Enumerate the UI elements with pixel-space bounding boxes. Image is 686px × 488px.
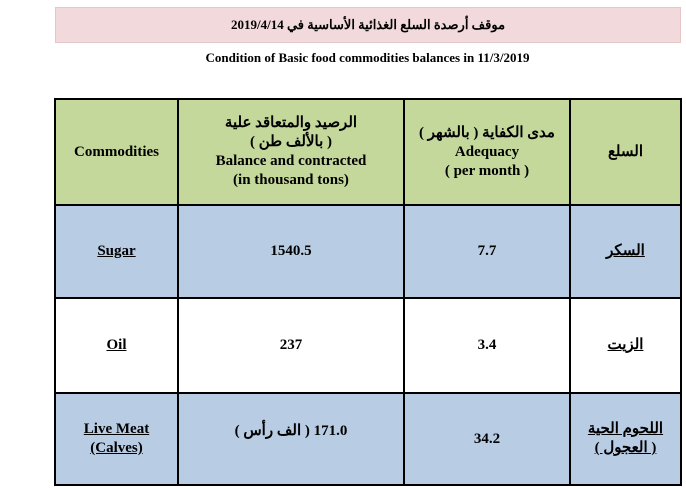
oil-label: Oil	[106, 337, 127, 353]
sugar-label: Sugar	[97, 243, 136, 259]
sugar-label-ar: السكر	[606, 243, 645, 259]
row-balance: 171.0 ( الف رأس )	[178, 393, 404, 485]
row-name-en	[55, 393, 178, 485]
page-banner	[55, 7, 681, 43]
commodities-table	[54, 98, 682, 486]
page-subtitle: Condition of Basic food commodities balances in 11/3/2019	[205, 50, 530, 65]
header-balance-en: Balance and contracted	[215, 153, 367, 169]
row-adequacy: 7.7	[404, 205, 570, 298]
row-adequacy: 3.4	[404, 298, 570, 393]
row-adequacy: 34.2	[404, 393, 570, 485]
row-name-en	[55, 205, 178, 298]
row-balance: 237	[178, 298, 404, 393]
header-balance-ar-unit: ( بالألف طن )	[250, 134, 332, 150]
banner-title: موقف أرصدة السلع الغذائية الأساسية في 2019/4/14	[230, 17, 506, 32]
header-adequacy-en: Adequacy	[454, 143, 520, 160]
table-row	[55, 298, 681, 393]
table-row	[55, 393, 681, 485]
header-adequacy-unit: ( per month )	[444, 162, 530, 179]
live-meat-label: Live Meat	[83, 421, 150, 437]
table-row	[55, 205, 681, 298]
calves-label: (Calves)	[90, 440, 143, 456]
header-balance	[178, 99, 404, 205]
table-header-row	[55, 99, 681, 205]
calves-label-ar: ( العجول )	[594, 440, 657, 456]
row-name-ar	[570, 298, 681, 393]
row-name-en	[55, 298, 178, 393]
live-meat-label-ar: اللحوم الحية	[587, 421, 664, 437]
header-balance-en-unit: (in thousand tons)	[233, 172, 349, 188]
header-balance-ar: الرصيد والمتعاقد علية	[224, 115, 358, 131]
header-commodities-en: Commodities	[55, 99, 178, 205]
row-name-ar	[570, 205, 681, 298]
row-name-ar	[570, 393, 681, 485]
row-balance: 1540.5	[178, 205, 404, 298]
oil-label-ar: الزيت	[607, 337, 644, 353]
header-adequacy-ar: مدى الكفاية ( بالشهر )	[419, 124, 555, 141]
header-commodities-ar: السلع	[570, 99, 681, 205]
header-adequacy	[404, 99, 570, 205]
